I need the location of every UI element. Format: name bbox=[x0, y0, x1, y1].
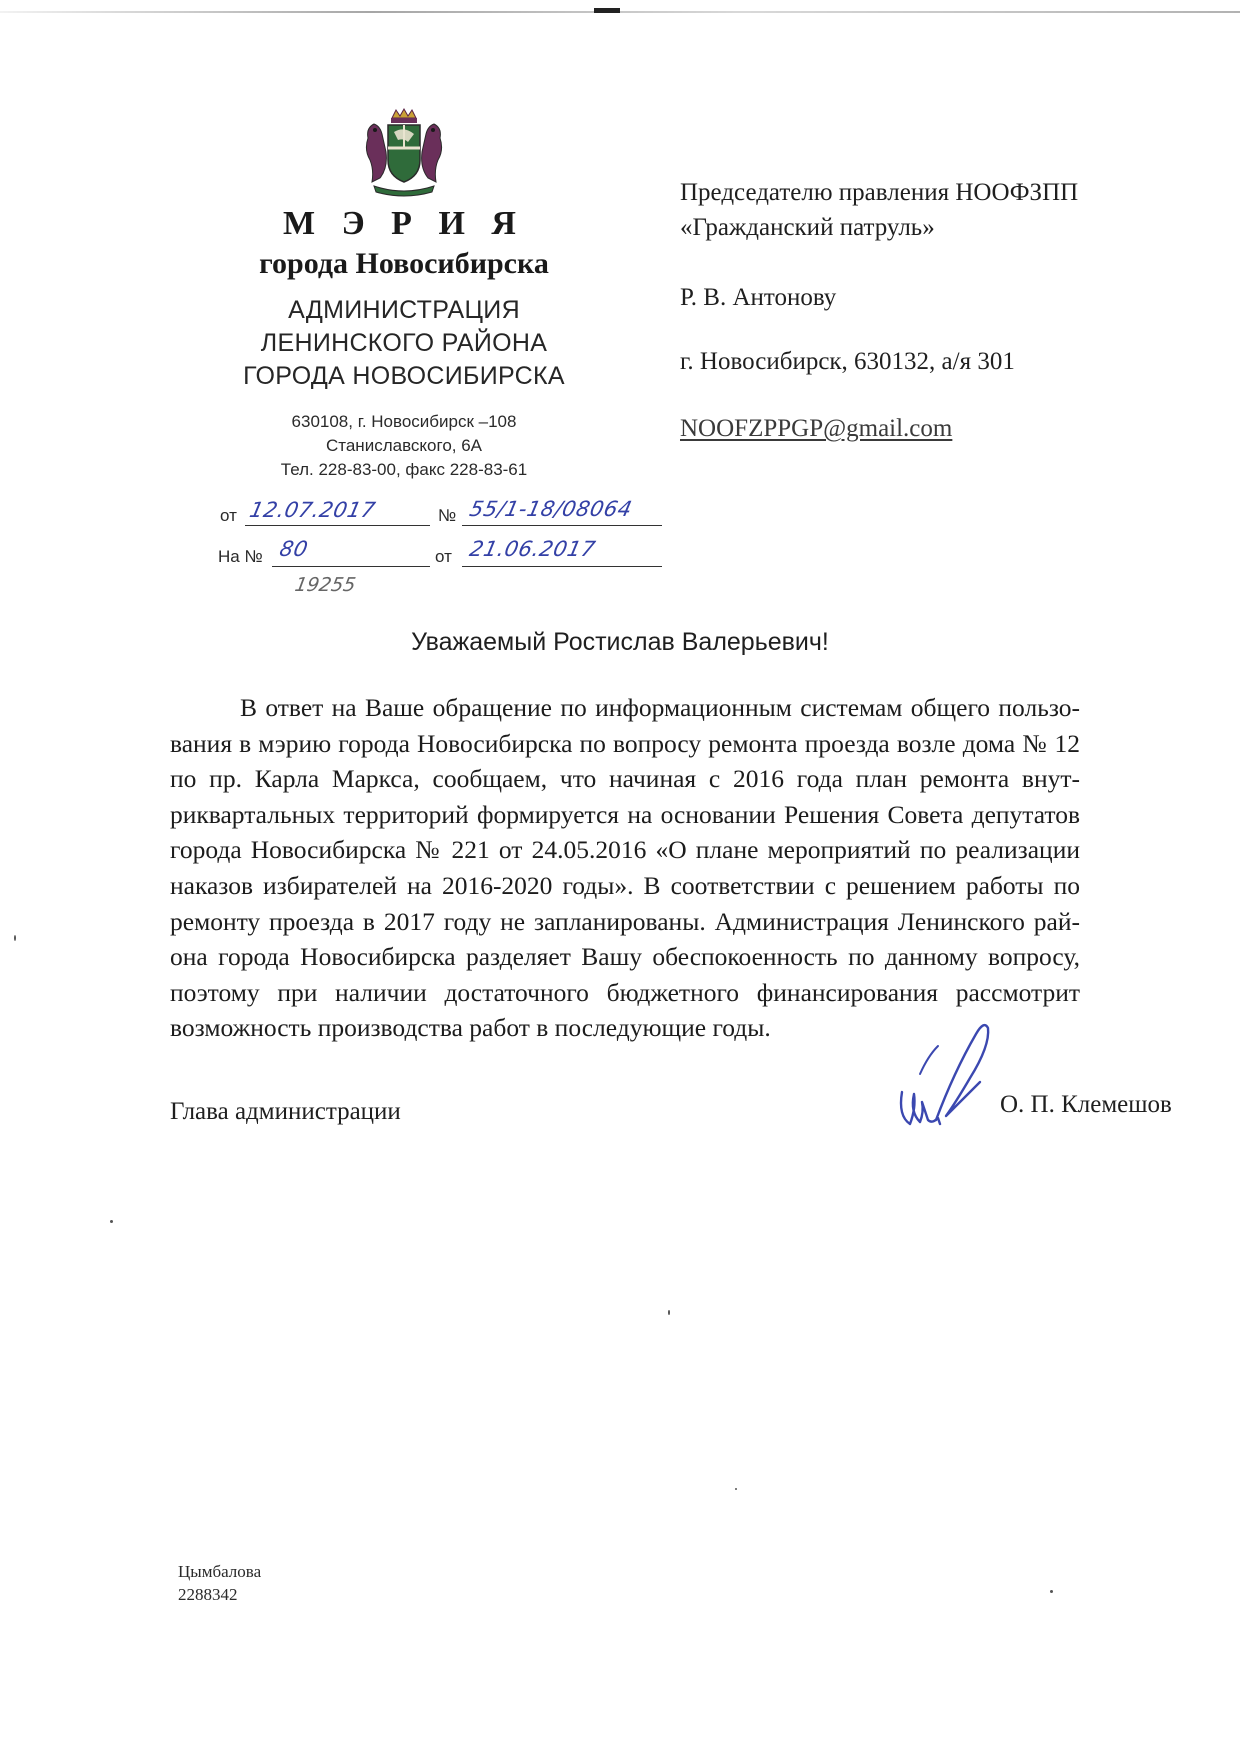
sender-admin-line: ГОРОДА НОВОСИБИРСКА bbox=[243, 362, 565, 390]
outgoing-number-value: 55/1-18/08064 bbox=[467, 497, 635, 521]
outgoing-number-label: № bbox=[438, 506, 457, 525]
scan-edge-mark bbox=[594, 8, 620, 13]
outgoing-number-underline bbox=[462, 525, 662, 526]
novosibirsk-coat-of-arms-icon bbox=[358, 108, 450, 200]
sender-city: города Новосибирска bbox=[259, 247, 549, 280]
outgoing-date-label: от bbox=[220, 506, 237, 525]
outgoing-date-value: 12.07.2017 bbox=[247, 498, 378, 522]
scan-speck bbox=[110, 1220, 113, 1223]
sender-address-line: 630108, г. Новосибирск –108 bbox=[291, 412, 517, 431]
scan-speck bbox=[735, 1488, 737, 1490]
body-line: по пр. Карла Маркса, сообщаем, что начиная с 2016 года план ремонта внут- bbox=[170, 764, 1080, 794]
reply-date-value: 21.06.2017 bbox=[467, 537, 598, 561]
handwritten-signature bbox=[880, 1012, 1020, 1132]
reply-date-underline bbox=[462, 566, 662, 567]
executor-name: Цымбалова bbox=[178, 1562, 262, 1581]
recipient-address: г. Новосибирск, 630132, а/я 301 bbox=[680, 348, 1015, 375]
reply-number-underline bbox=[272, 566, 430, 567]
executor-phone: 2288342 bbox=[178, 1585, 238, 1604]
body-line: ремонту проезда в 2017 году не запланированы. Администрация Ленинского рай- bbox=[170, 906, 1080, 936]
reply-number-label: На № bbox=[218, 547, 263, 566]
scan-edge-line bbox=[0, 11, 1240, 13]
reply-date-label: от bbox=[435, 547, 452, 566]
outgoing-date-underline bbox=[245, 525, 430, 526]
recipient-email: NOOFZPPGP@gmail.com bbox=[680, 415, 953, 442]
reply-number-value: 80 bbox=[277, 537, 311, 561]
scan-speck bbox=[14, 935, 16, 941]
signatory-name: О. П. Клемешов bbox=[1000, 1091, 1172, 1118]
recipient-position: Председателю правления НООФЗПП bbox=[680, 179, 1079, 206]
sender-admin-line: АДМИНИСТРАЦИЯ bbox=[288, 296, 520, 324]
body-line: города Новосибирска № 221 от 24.05.2016 «О плане мероприятий по реализации bbox=[170, 835, 1080, 865]
body-line: возможность производства работ в последующие годы. bbox=[170, 1013, 771, 1043]
signatory-role: Глава администрации bbox=[170, 1098, 401, 1125]
recipient-name: Р. В. Антонову bbox=[680, 284, 837, 311]
sender-title: М Э Р И Я bbox=[283, 205, 525, 242]
sender-admin-line: ЛЕНИНСКОГО РАЙОНА bbox=[260, 329, 548, 357]
scan-speck bbox=[1050, 1590, 1053, 1593]
scan-speck bbox=[668, 1310, 670, 1315]
body-line: она города Новосибирска разделяет Вашу обеспокоенность по данному вопросу, bbox=[170, 942, 1080, 972]
body-line: поэтому при наличии достаточного бюджетного финансирования рассмотрит bbox=[170, 977, 1080, 1007]
sender-phone-line: Тел. 228-83-00, факс 228-83-61 bbox=[280, 460, 528, 479]
letter-body bbox=[170, 690, 1080, 1046]
salutation: Уважаемый Ростислав Валерьевич! bbox=[411, 628, 829, 656]
body-line: риквартальных территорий формируется на основании Решения Совета депутатов bbox=[170, 799, 1080, 829]
body-line: наказов избирателей на 2016-2020 годы». В соответствии с решением работы по bbox=[170, 870, 1080, 900]
body-line: вания в мэрию города Новосибирска по вопросу ремонта проезда возле дома № 12 bbox=[170, 728, 1080, 758]
recipient-organization: «Гражданский патруль» bbox=[680, 214, 935, 241]
sender-address-line: Станиславского, 6А bbox=[325, 436, 483, 455]
registration-mark: 19255 bbox=[293, 574, 358, 596]
body-line: В ответ на Ваше обращение по информационным системам общего пользо- bbox=[240, 693, 1080, 722]
